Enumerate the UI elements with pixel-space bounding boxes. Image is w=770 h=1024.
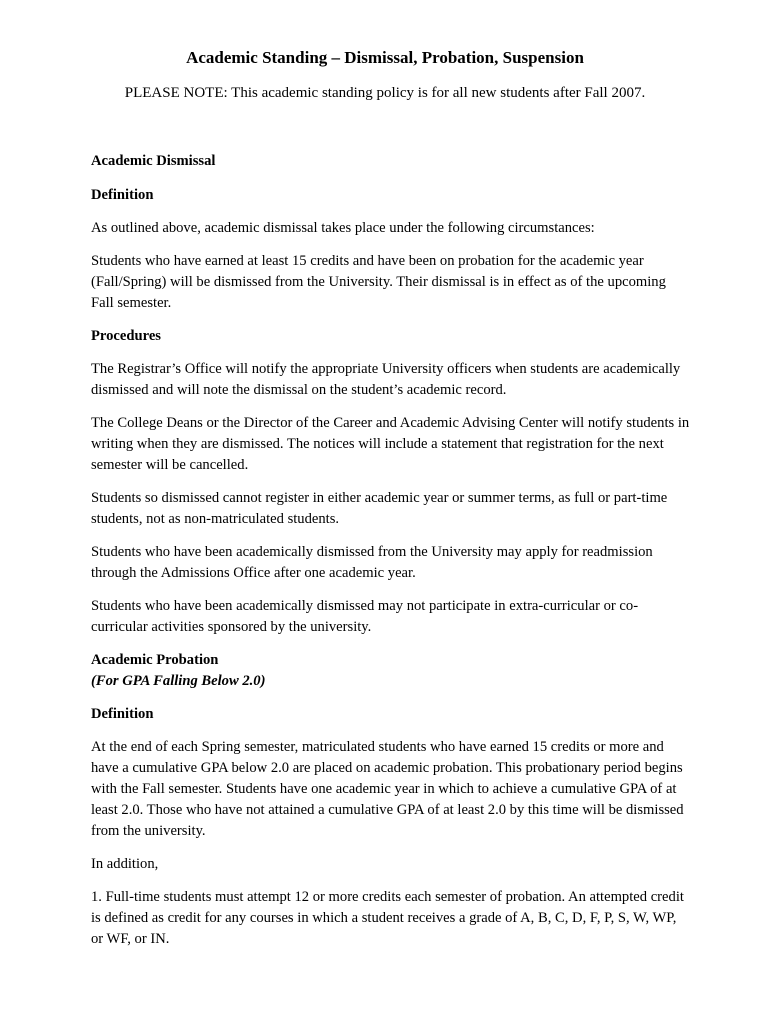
paragraph: At the end of each Spring semester, matriculated students who have earned 15 credits or more and have a cumulative GPA below 2.0 are placed on academic probation. This probationary period begins with the Fall semester. Students have one academic year in which to achieve a cumulative GPA of at least 2.0. Those who have not attained a cumulative GPA of at least 2.0 by this time will be dismissed from the university. [91, 739, 684, 839]
paragraph: In addition, [91, 856, 159, 872]
document-body [91, 151, 691, 962]
subheading-procedures: Procedures [91, 328, 161, 344]
paragraph: Students who have been academically dismissed from the University may apply for readmission through the Admissions Office after one academic year. [91, 544, 653, 581]
probation-subheading: (For GPA Falling Below 2.0) [91, 673, 266, 689]
section-heading-dismissal: Academic Dismissal [91, 153, 216, 169]
subheading-definition: Definition [91, 706, 154, 722]
probation-heading-text: Academic Probation [91, 652, 219, 668]
list-item: 1. Full-time students must attempt 12 or more credits each semester of probation. An attempted credit is defined as credit for any courses in which a student receives a grade of A, B, C, D, F, P, S, W, WP, or WF, or IN. [91, 889, 684, 947]
paragraph: The College Deans or the Director of the Career and Academic Advising Center will notify students in writing when they are dismissed. The notices will include a statement that registration for the next semester will be cancelled. [91, 415, 690, 473]
paragraph: Students so dismissed cannot register in either academic year or summer terms, as full or part-time students, not as non-matriculated students. [91, 490, 668, 527]
policy-note: PLEASE NOTE: This academic standing policy is for all new students after Fall 2007. [124, 85, 646, 101]
paragraph: Students who have been academically dismissed may not participate in extra-curricular or co-curricular activities sponsored by the university. [91, 598, 639, 635]
page-title: Academic Standing – Dismissal, Probation, Suspension [186, 48, 584, 67]
paragraph: As outlined above, academic dismissal takes place under the following circumstances: [91, 220, 595, 236]
paragraph: The Registrar’s Office will notify the appropriate University officers when students are academically dismissed and will note the dismissal on the student’s academic record. [91, 361, 681, 398]
section-heading-probation [91, 650, 691, 692]
paragraph: Students who have earned at least 15 credits and have been on probation for the academic year (Fall/Spring) will be dismissed from the University. Their dismissal is in effect as of the upcoming Fall semester. [91, 253, 666, 311]
subheading-definition: Definition [91, 187, 154, 203]
